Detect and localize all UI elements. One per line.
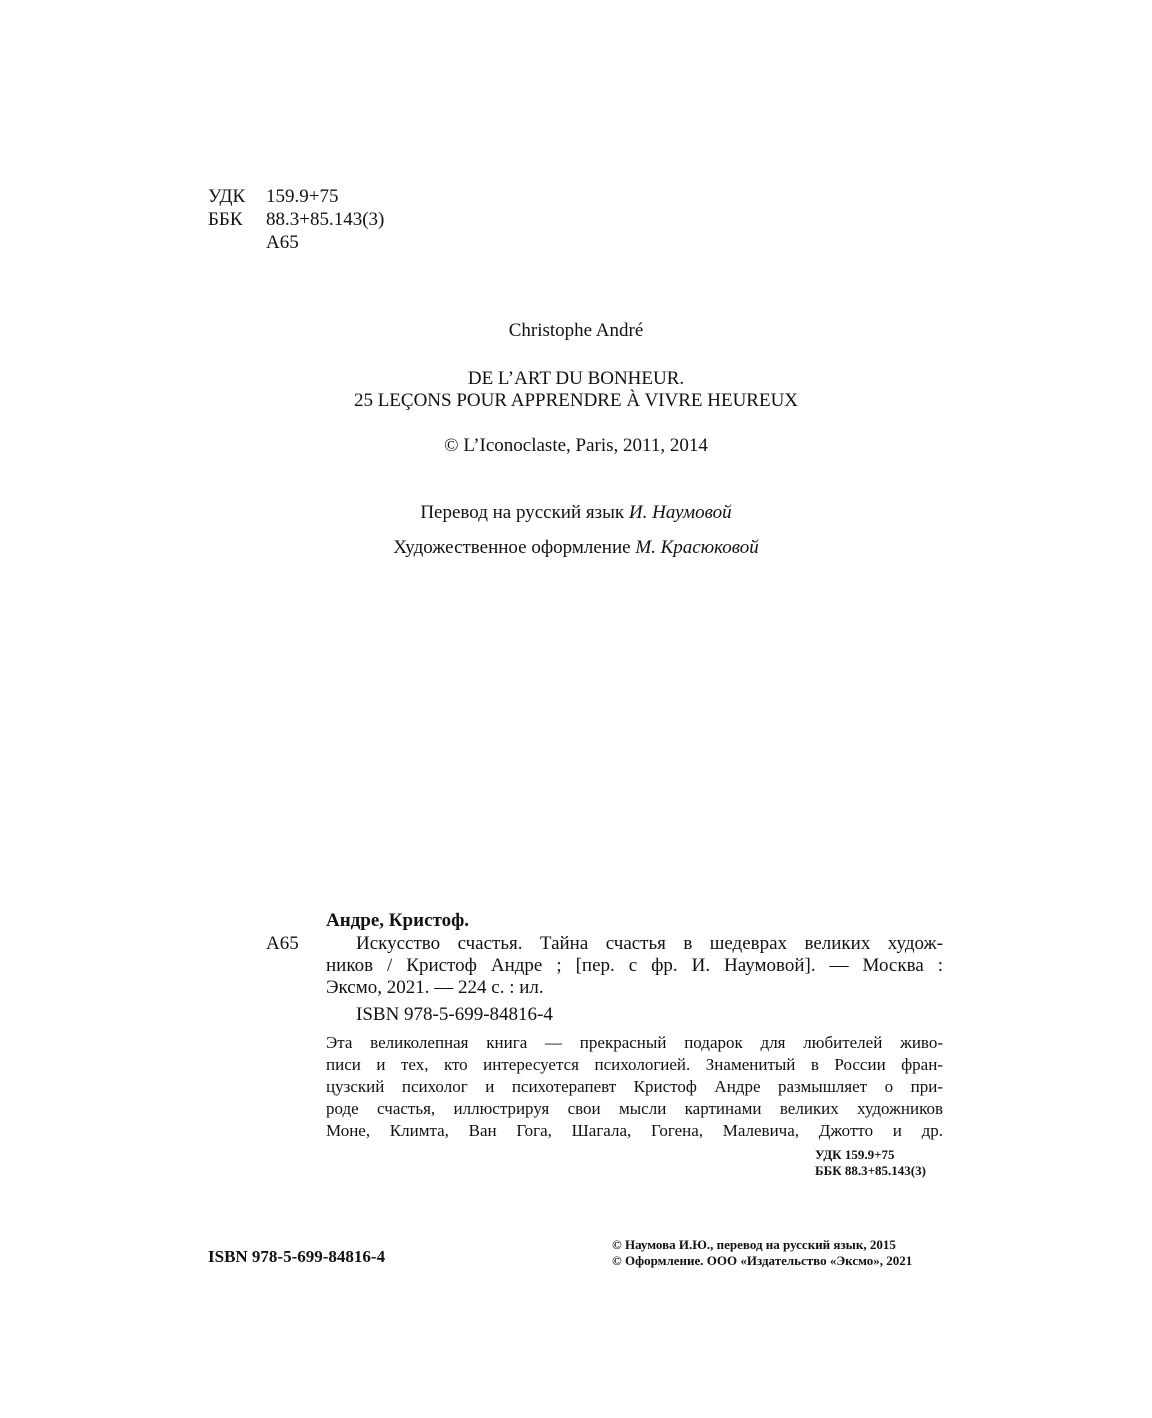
card-udk: УДК 159.9+75	[815, 1147, 895, 1162]
annotation-line-2: писи и тех, кто интересуется психологией. Знаменитый в России фран-	[326, 1055, 943, 1074]
catalog-isbn: ISBN 978-5-699-84816-4	[356, 1004, 553, 1025]
udk-row	[208, 186, 338, 208]
bbk-value: 88.3+85.143(3)	[266, 209, 385, 230]
card-bbk: ББК 88.3+85.143(3)	[815, 1163, 926, 1178]
design-prefix: Художественное оформление	[393, 537, 631, 558]
translator-name: И. Наумовой	[628, 502, 732, 523]
footer-isbn: ISBN 978-5-699-84816-4	[208, 1247, 386, 1266]
catalog-desc-line-2: ников / Кристоф Андре ; [пер. с фр. И. Наумовой]. — Москва :	[326, 955, 943, 976]
catalog-desc-line-3: Эксмо, 2021. — 224 с. : ил.	[326, 977, 544, 998]
footer-copyright-2: © Оформление. ООО «Издательство «Эксмо», 2021	[612, 1253, 913, 1268]
design-credit	[0, 537, 1152, 559]
bbk-label: ББК	[208, 209, 243, 230]
bbk-row	[208, 209, 384, 231]
annotation-line-3: цузский психолог и психотерапевт Кристоф Андре размышляет о при-	[326, 1077, 943, 1096]
translation-prefix: Перевод на русский язык	[420, 502, 625, 523]
annotation-line-1: Эта великолепная книга — прекрасный подарок для любителей живо-	[326, 1033, 943, 1052]
original-title-line1: DE L’ART DU BONHEUR.	[467, 368, 685, 389]
translation-credit	[0, 502, 1152, 524]
annotation-line-5: Моне, Климта, Ван Гога, Шагала, Гогена, Малевича, Джотто и др.	[326, 1121, 943, 1140]
author-sign: А65	[266, 232, 299, 253]
original-author: Christophe André	[508, 320, 644, 341]
udk-label: УДК	[208, 186, 246, 207]
udk-value: 159.9+75	[266, 186, 339, 207]
catalog-desc-line-1: Искусство счастья. Тайна счастья в шедеврах великих худож-	[356, 933, 943, 954]
catalog-heading: Андре, Кристоф.	[326, 910, 469, 931]
designer-name: М. Красюковой	[635, 537, 759, 558]
annotation-line-4: роде счастья, иллюстрируя свои мысли картинами великих художников	[326, 1099, 943, 1118]
footer-copyright-1: © Наумова И.Ю., перевод на русский язык, 2015	[612, 1237, 896, 1252]
original-title-line2: 25 LEÇONS POUR APPRENDRE À VIVRE HEUREUX	[353, 390, 799, 411]
catalog-sign: А65	[266, 933, 299, 954]
original-copyright: © L’Iconoclaste, Paris, 2011, 2014	[444, 435, 708, 456]
